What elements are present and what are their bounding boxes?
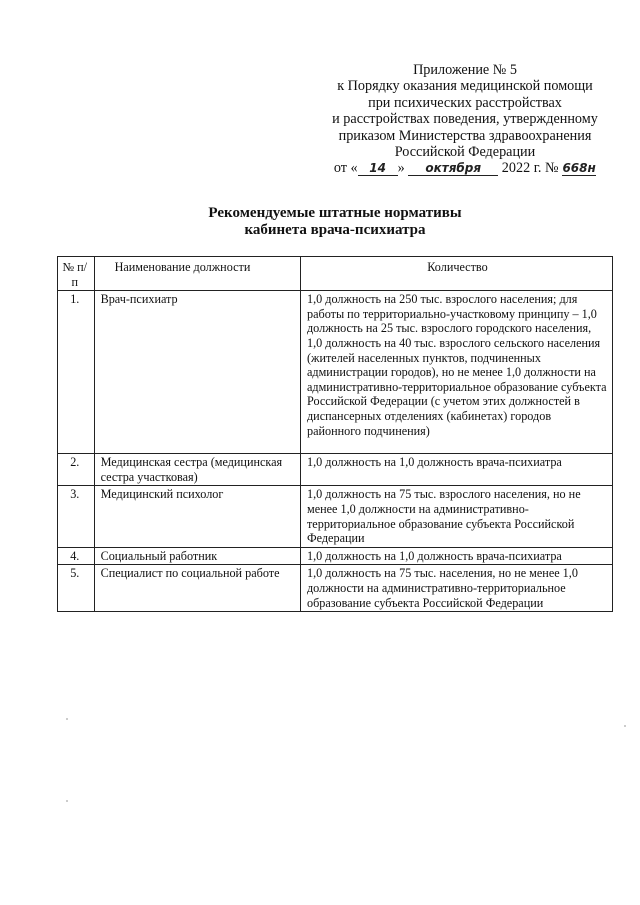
- row-position: Врач-психиатр: [94, 291, 300, 454]
- header-position: Наименование должности: [94, 257, 300, 291]
- row-position: Социальный работник: [94, 547, 300, 565]
- annex-line: при психических расстройствах: [368, 94, 562, 111]
- row-quantity: 1,0 должность на 1,0 должность врача-психиатра: [300, 454, 612, 486]
- row-number: 5.: [58, 565, 95, 612]
- table-row: [58, 486, 613, 547]
- annex-line: Приложение № 5: [413, 62, 517, 78]
- date-year: 2022 г. №: [501, 160, 559, 177]
- row-position: Специалист по социальной работе: [94, 565, 300, 612]
- order-number-handwritten: 668н: [562, 161, 596, 176]
- date-mid: »: [397, 160, 405, 177]
- date-day-handwritten: 14: [358, 162, 398, 176]
- staffing-table: [57, 256, 613, 612]
- row-position: Медицинский психолог: [94, 486, 300, 547]
- scan-speck: [66, 800, 68, 802]
- date-month-handwritten: октября: [408, 162, 498, 176]
- row-quantity: 1,0 должность на 250 тыс. взрослого населения; для работы по территориально-участковому принципу – 1,0 должность на 25 тыс. взрослого городского населения, 1,0 должность на 40 тыс. взрослого сельского населения (жителей населенных пунктов, подчиненных администрации городов), но не менее 1,0 должности на административно-территориальное образование субъекта Российской Федерации (с учетом этих должностей в диспансерных отделениях (кабинетах) городов районного подчинения): [300, 291, 612, 454]
- row-quantity: 1,0 должность на 75 тыс. взрослого населения, но не менее 1,0 должности на административно-территориальное образование субъекта Российской Федерации: [300, 486, 612, 547]
- row-quantity: 1,0 должность на 1,0 должность врача-психиатра: [300, 547, 612, 565]
- table-row: [58, 454, 613, 486]
- row-number: 4.: [58, 547, 95, 565]
- title-line-2: кабинета врача-психиатра: [244, 222, 426, 238]
- annex-line: к Порядку оказания медицинской помощи: [337, 78, 593, 95]
- scan-speck: [66, 718, 68, 720]
- date-prefix: от «: [333, 160, 358, 177]
- table-header-row: [58, 257, 613, 291]
- annex-header: [300, 62, 630, 177]
- header-number: № п/п: [58, 257, 95, 291]
- annex-line: Российской Федерации: [394, 144, 536, 161]
- row-number: 2.: [58, 454, 95, 486]
- table-row: [58, 565, 613, 612]
- header-quantity: Количество: [300, 257, 612, 291]
- scan-speck: [624, 725, 626, 727]
- row-number: 1.: [58, 291, 95, 454]
- row-number: 3.: [58, 486, 95, 547]
- table-row: [58, 291, 613, 454]
- table-row: [58, 547, 613, 565]
- order-date-line: [300, 160, 630, 176]
- row-quantity: 1,0 должность на 75 тыс. населения, но не менее 1,0 должности на административно-территориальное образование субъекта Российской Федерации: [300, 565, 612, 612]
- title-line-1: Рекомендуемые штатные нормативы: [208, 205, 462, 221]
- row-position: Медицинская сестра (медицинская сестра участковая): [94, 454, 300, 486]
- annex-line: приказом Министерства здравоохранения: [338, 127, 592, 144]
- document-title: [0, 205, 640, 239]
- annex-line: и расстройствах поведения, утвержденному: [332, 111, 598, 128]
